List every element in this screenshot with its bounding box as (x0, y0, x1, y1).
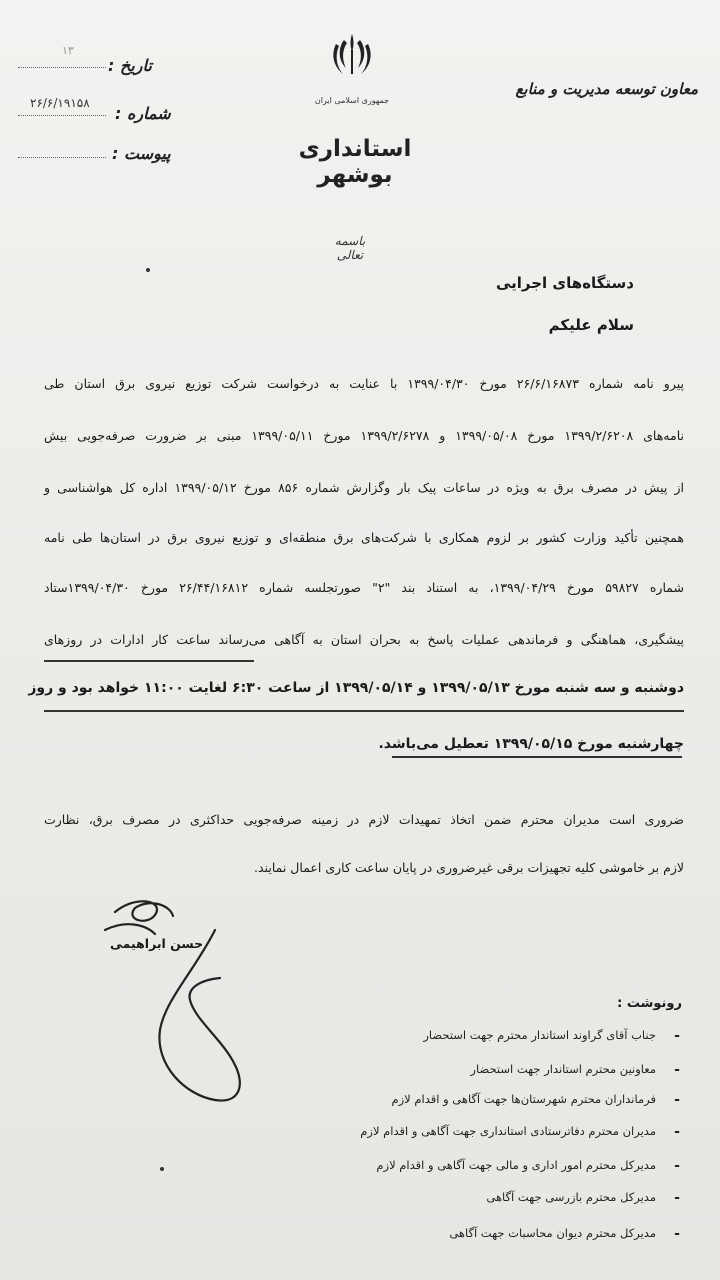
copy-bullet: - (674, 1092, 680, 1108)
body-line: پیرو نامه شماره ۲۶/۶/۱۶۸۷۳ مورخ ۱۳۹۹/۰۴/۳۰ با عنایت به درخواست شرکت توزیع نیروی برق استان طی (44, 376, 684, 391)
emphasis-underline (392, 756, 682, 758)
copy-bullet: - (674, 1226, 680, 1242)
date-line (18, 66, 106, 68)
copy-recipient: مدیرکل محترم بازرسی جهت آگاهی (486, 1190, 656, 1204)
republic-caption: جمهوری اسلامی ایران (314, 96, 390, 105)
handwritten-referral-note: معاون توسعه مدیریت و منابع (515, 80, 698, 98)
date-label: تاریخ : (108, 56, 152, 75)
number-line (18, 114, 106, 116)
copy-bullet: - (674, 1062, 680, 1078)
emphasis-underline (44, 710, 684, 712)
copy-recipient: مدیران محترم دفاترستادی استانداری جهت آگاهی و اقدام لازم (360, 1124, 656, 1138)
copy-bullet: - (674, 1124, 680, 1140)
punch-dot (146, 268, 150, 272)
in-the-name-heading: باسمه تعالی (334, 234, 366, 262)
greeting: سلام علیکم (548, 316, 634, 334)
body-line: لازم بر خاموشی کلیه تجهیزات برقی غیرضروری در پایان ساعت کاری اعمال نمایند. (254, 860, 684, 875)
body-line: ضروری است مدیران محترم ضمن اتخاذ تمهیدات لازم در زمینه صرفه‌جویی حداکثری در مصرف برق، نظارت (44, 812, 684, 827)
copy-recipient: مدیرکل محترم امور اداری و مالی جهت آگاهی و اقدام لازم (376, 1158, 656, 1172)
number-label: شماره : (115, 104, 171, 123)
body-line: پیشگیری، هماهنگی و فرماندهی عملیات پاسخ به بحران استان به آگاهی می‌رساند ساعت کار ادارات در روزهای (44, 632, 684, 647)
copy-recipient: فرمانداران محترم شهرستان‌ها جهت آگاهی و اقدام لازم (391, 1092, 656, 1106)
emphasized-line: دوشنبه و سه شنبه مورخ ۱۳۹۹/۰۵/۱۳ و ۱۳۹۹/۰۵/۱۴ از ساعت ۶:۳۰ لغایت ۱۱:۰۰ خواهد بود و روز (28, 680, 684, 696)
date-value: ۱۳ (62, 44, 74, 57)
emphasis-underline (44, 660, 254, 662)
copy-recipient: معاونین محترم استاندار جهت استحضار (470, 1062, 656, 1076)
governorate-title: استانداری بوشهر (298, 136, 412, 188)
body-line: شماره ۵۹۸۲۷ مورخ ۱۳۹۹/۰۴/۲۹، به استناد بند "۲" صورتجلسه شماره ۲۶/۴۴/۱۶۸۱۲ مورخ ۱۳۹۹/۰۴/۳۰ستاد (44, 580, 684, 595)
copy-bullet: - (674, 1190, 680, 1206)
copy-bullet: - (674, 1158, 680, 1174)
emphasized-line: چهارشنبه مورخ ۱۳۹۹/۰۵/۱۵ تعطیل می‌باشد. (378, 736, 684, 752)
body-line: از پیش در مصرف برق به ویژه در ساعات پیک بار وگزارش شماره ۸۵۶ مورخ ۱۳۹۹/۰۵/۱۲ اداره کل هواشناسی و (44, 480, 684, 495)
iran-emblem-icon (330, 30, 374, 80)
copy-bullet: - (674, 1028, 680, 1044)
body-line: نامه‌های ۱۳۹۹/۲/۶۲۰۸ مورخ ۱۳۹۹/۰۵/۰۸ و ۱۳۹۹/۲/۶۲۷۸ مورخ ۱۳۹۹/۰۵/۱۱ مبنی بر ضرورت صرفه‌جویی بیش (44, 428, 684, 443)
handwritten-signature (95, 890, 265, 1120)
signatory-name: حسن ابراهیمی (110, 936, 204, 951)
attachment-label: پیوست : (112, 144, 171, 163)
attachment-line (18, 156, 106, 158)
punch-dot (160, 1167, 164, 1171)
copy-recipient: جناب آقای گراوند استاندار محترم جهت استحضار (423, 1028, 656, 1042)
recipient: دستگاه‌های اجرایی (495, 274, 634, 292)
body-line: همچنین تأکید وزارت کشور بر لزوم همکاری با شرکت‌های برق منطقه‌ای و توزیع نیروی برق در استان‌ها طی نامه (44, 530, 684, 545)
copies-label: رونوشت : (617, 996, 682, 1011)
letter-number-value: ۲۶/۶/۱۹۱۵۸ (30, 96, 90, 110)
copy-recipient: مدیرکل محترم دیوان محاسبات جهت آگاهی (449, 1226, 656, 1240)
